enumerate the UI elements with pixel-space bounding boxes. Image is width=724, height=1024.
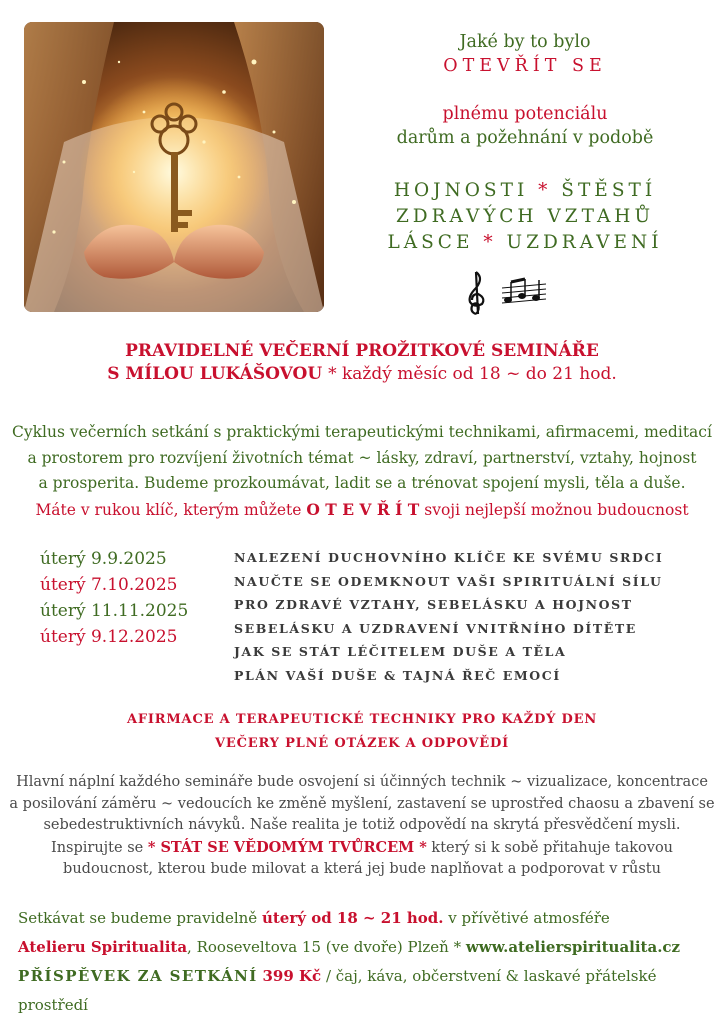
cycle-key-text: Máte v rukou klíč, kterým můžete: [35, 500, 302, 519]
footer-time: úterý od 18 ~ 21 hod.: [261, 909, 444, 927]
seminar-dates: [40, 546, 220, 650]
heading-line-1: PRAVIDELNÉ VEČERNÍ PROŽITKOVÉ SEMINÁŘE: [125, 341, 599, 361]
footer-price: 399 Kč: [262, 967, 322, 985]
main-line-1: Hlavní náplní každého semináře bude osvojení si účinných technik ~ vizualizace, koncentrace: [16, 774, 708, 790]
topic-item: PRO ZDRAVÉ VZTAHY, SEBELÁSKU A HOJNOST: [234, 597, 633, 612]
date-item: úterý 9.12.2025: [40, 627, 178, 647]
footer-website-link[interactable]: www.atelierspiritualita.cz: [465, 938, 681, 956]
techniques-subheads: [0, 708, 724, 756]
main-line-5: budoucnost, kterou bude milovat a která jej bude naplňovat a podporovat v růstu: [63, 861, 661, 877]
key-photo: [24, 22, 324, 312]
intro-text: [330, 30, 720, 150]
theme-separator: *: [483, 232, 497, 253]
date-item: úterý 7.10.2025: [40, 575, 178, 595]
subhead-line-1: AFIRMACE A TERAPEUTICKÉ TECHNIKY PRO KAŽDÝ DEN: [126, 712, 598, 727]
cycle-line-3: a prosperita. Budeme prozkoumávat, ladit se a trénovat spojení mysli, těla a duše.: [38, 474, 686, 492]
footer-venue-name: Atelieru Spiritualita: [18, 938, 188, 956]
theme-love: LÁSCE: [387, 232, 474, 253]
topic-item: JAK SE STÁT LÉČITELEM DUŠE A TĚLA: [234, 644, 567, 659]
theme-happiness: ŠTĚSTÍ: [561, 180, 657, 201]
topic-item: PLÁN VAŠÍ DUŠE & TAJNÁ ŘEČ EMOCÍ: [234, 667, 561, 683]
main-inspire-text: Inspirujte se: [50, 839, 144, 856]
main-creator-highlight: * STÁT SE VĚDOMÝM TVŮRCEM *: [147, 838, 427, 856]
main-attract-text: který si k sobě přitahuje takovou: [431, 839, 674, 856]
cycle-line-2: a prostorem pro rozvíjení životních témat ~ lásky, zdraví, partnerství, vztahy, hojnost: [27, 448, 697, 467]
intro-line-3: plnému potenciálu: [442, 104, 608, 124]
treble-clef-icon: [470, 272, 484, 314]
theme-healing: UZDRAVENÍ: [506, 232, 663, 253]
music-notes-icon: [502, 279, 546, 303]
heading-host: S MÍLOU LUKÁŠOVOU: [107, 364, 323, 384]
themes-line-3: [330, 230, 720, 256]
subhead-line-2: VEČERY PLNÉ OTÁZEK A ODPOVĚDÍ: [215, 736, 509, 751]
intro-open-yourself: OTEVŘÍT SE: [443, 56, 607, 76]
cycle-future-text: svoji nejlepší možnou budoucnost: [424, 500, 689, 519]
seminar-topics: [234, 546, 704, 687]
theme-separator: *: [538, 180, 552, 201]
cycle-line-4: [0, 497, 724, 524]
footer-line-3: [18, 962, 718, 1020]
theme-abundance: HOJNOSTI: [393, 180, 529, 201]
main-line-3: sebedestruktivních návyků. Naše realita je totiž odpovědí na skrytá přesvědčení mysli.: [43, 817, 681, 833]
cycle-description: [0, 420, 724, 523]
themes-list: [330, 178, 720, 256]
footer-fee-label: PŘÍSPĚVEK ZA SETKÁNÍ: [18, 967, 258, 985]
main-line-4: [0, 837, 724, 860]
footer-fee-includes: / čaj, káva, občerstvení & laskavé přátelské prostředí: [18, 967, 657, 1014]
seminar-heading: [0, 340, 724, 386]
music-icons: [462, 270, 552, 316]
heading-line-2: [0, 363, 724, 386]
footer-info: [18, 904, 718, 1020]
footer-line-2: [18, 933, 718, 962]
cycle-open-word: O T E V Ř Í T: [306, 499, 420, 519]
main-paragraph: [0, 772, 724, 881]
footer-meet-text: Setkávat se budeme pravidelně: [18, 909, 258, 927]
cycle-line-1: Cyklus večerních setkání s praktickými terapeutickými technikami, afirmacemi, meditací: [12, 423, 712, 441]
themes-line-2: ZDRAVÝCH VZTAHŮ: [395, 206, 655, 227]
topic-item: NALEZENÍ DUCHOVNÍHO KLÍČE KE SVÉMU SRDCI: [234, 550, 664, 565]
intro-line-4: darům a požehnání v podobě: [396, 128, 654, 148]
date-item: úterý 11.11.2025: [40, 601, 189, 621]
topic-item: NAUČTE SE ODEMKNOUT VAŠI SPIRITUÁLNÍ SÍLU: [234, 573, 663, 589]
key-in-hands-illustration: [24, 22, 324, 312]
heading-schedule: * každý měsíc od 18 ~ do 21 hod.: [328, 364, 617, 384]
footer-atmosphere: v přívětivé atmosféře: [448, 909, 610, 927]
themes-line-1: [330, 178, 720, 204]
footer-line-1: [18, 904, 718, 933]
date-item: úterý 9.9.2025: [40, 549, 167, 569]
intro-line-1: Jaké by to bylo: [459, 32, 591, 52]
topic-item: SEBELÁSKU A UZDRAVENÍ VNITŘNÍHO DÍTĚTE: [234, 620, 637, 636]
footer-address: , Rooseveltova 15 (ve dvoře) Plzeň *: [187, 938, 462, 956]
main-line-2: a posilování záměru ~ vedoucích ke změně myšlení, zastavení se uprostřed chaosu a zbavení se: [9, 795, 715, 812]
